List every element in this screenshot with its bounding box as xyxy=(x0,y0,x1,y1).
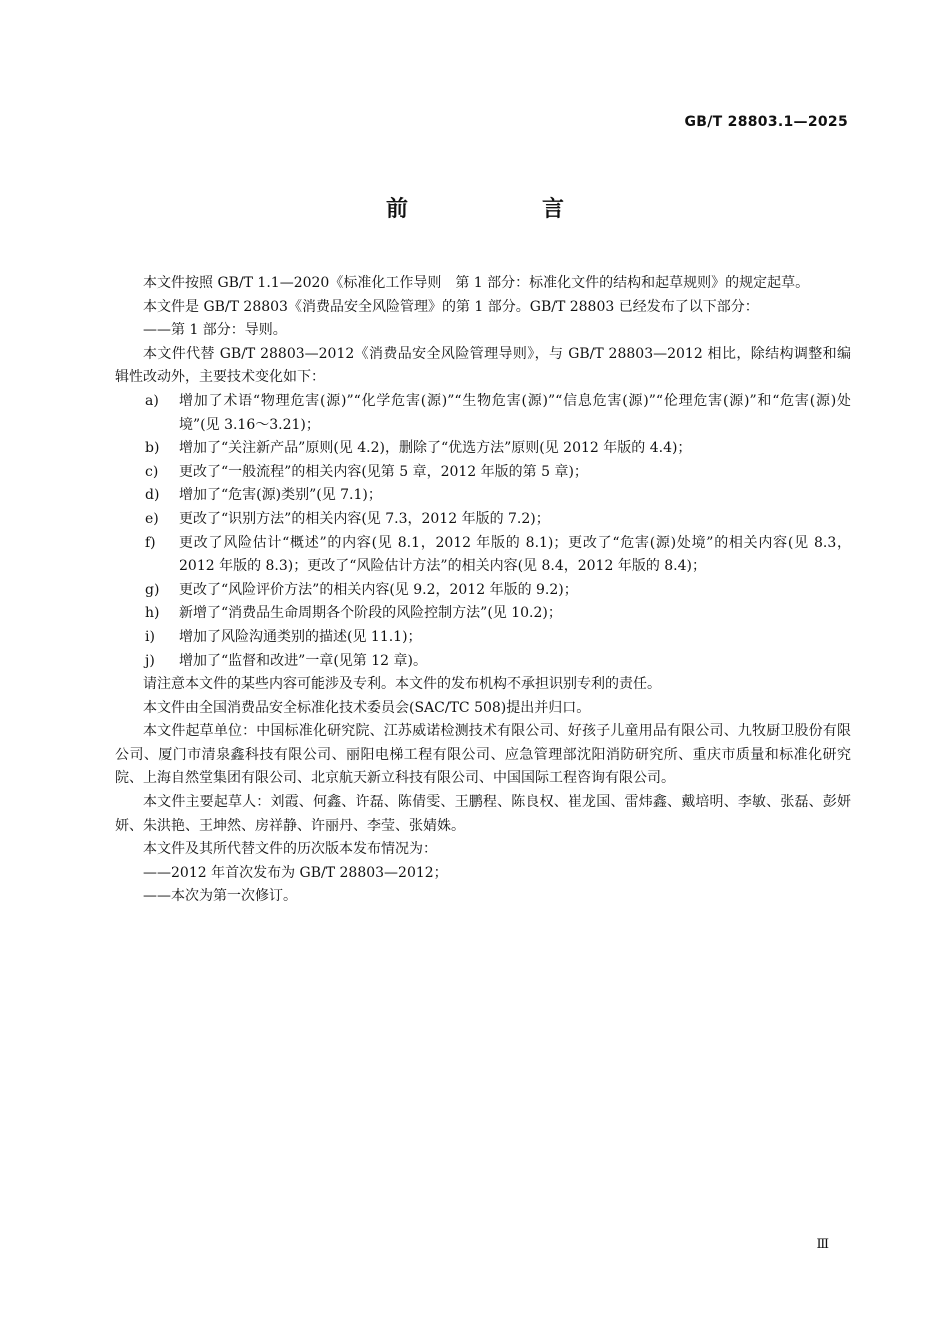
list-item xyxy=(115,626,851,650)
list-item xyxy=(115,437,851,461)
list-marker: f) xyxy=(145,534,156,551)
dash-item-history-current: ——本次为第一次修订。 xyxy=(143,888,297,905)
list-item-text: 更改了“风险评价方法”的相关内容(见 9.2，2012 年版的 9.2)； xyxy=(179,581,578,598)
list-item-text: 增加了“危害(源)类别”(见 7.1)； xyxy=(179,487,382,504)
paragraph-history: 本文件及其所代替文件的历次版本发布情况为： xyxy=(143,841,437,858)
list-item-text: 更改了“一般流程”的相关内容(见第 5 章，2012 年版的第 5 章)； xyxy=(179,463,588,480)
list-item xyxy=(115,650,851,674)
list-item xyxy=(115,484,851,508)
list-item xyxy=(115,461,851,485)
list-item-text: 新增了“消费品生命周期各个阶段的风险控制方法”(见 10.2)； xyxy=(179,605,562,622)
paragraph-drafting-units: 本文件起草单位：中国标准化研究院、江苏威诺检测技术有限公司、好孩子儿童用品有限公司、九牧厨卫股份有限公司、厦门市清泉鑫科技有限公司、丽阳电梯工程有限公司、应急管理部沈阳消防研究所、重庆市质量和标准化研究院、上海自然堂集团有限公司、北京航天新立科技有限公司、中国国际工程咨询有限公司。 xyxy=(115,723,851,787)
list-item-text: 增加了“监督和改进”一章(见第 12 章)。 xyxy=(179,652,427,669)
changes-list xyxy=(115,390,851,673)
list-marker: d) xyxy=(145,487,160,504)
list-item xyxy=(115,390,851,437)
list-item-text: 更改了“识别方法”的相关内容(见 7.3，2012 年版的 7.2)； xyxy=(179,510,550,527)
list-item xyxy=(115,579,851,603)
list-marker: a) xyxy=(145,392,159,409)
dash-item-part-1: ——第 1 部分：导则。 xyxy=(143,322,287,339)
document-code: GB/T 28803.1—2025 xyxy=(684,114,848,130)
dash-item-history-2012: ——2012 年首次发布为 GB/T 28803—2012； xyxy=(143,864,448,881)
paragraph-drafting-rules: 本文件按照 GB/T 1.1—2020《标准化工作导则 第 1 部分：标准化文件的结构和起草规则》的规定起草。 xyxy=(143,275,810,291)
list-marker: c) xyxy=(145,463,159,480)
list-item xyxy=(115,508,851,532)
list-item-text: 更改了风险估计“概述”的内容(见 8.1，2012 年版的 8.1)；更改了“危害(源)处境”的相关内容(见 8.3，2012 年版的 8.3)；更改了“风险估计方法”的相关内容(见 8.4，2012 年版的 8.4)； xyxy=(179,534,851,575)
list-marker: i) xyxy=(145,628,155,645)
list-item-text: 增加了术语“物理危害(源)”“化学危害(源)”“生物危害(源)”“信息危害(源)”“伦理危害(源)”和“危害(源)处境”(见 3.16～3.21)； xyxy=(179,392,851,433)
page-number: Ⅲ xyxy=(816,1237,829,1252)
paragraph-part-info: 本文件是 GB/T 28803《消费品安全风险管理》的第 1 部分。GB/T 28803 已经发布了以下部分： xyxy=(143,298,759,315)
list-item-text: 增加了“关注新产品”原则(见 4.2)，删除了“优选方法”原则(见 2012 年版的 4.4)； xyxy=(179,440,692,457)
page-title: 前 言 xyxy=(385,197,620,222)
list-marker: h) xyxy=(145,605,160,622)
list-marker: g) xyxy=(145,581,160,598)
paragraph-committee: 本文件由全国消费品安全标准化技术委员会(SAC/TC 508)提出并归口。 xyxy=(143,699,591,716)
list-item xyxy=(115,602,851,626)
list-marker: j) xyxy=(145,652,155,669)
foreword-body xyxy=(115,272,851,909)
list-marker: e) xyxy=(145,510,159,527)
paragraph-patent-notice: 请注意本文件的某些内容可能涉及专利。本文件的发布机构不承担识别专利的责任。 xyxy=(143,676,661,693)
list-marker: b) xyxy=(145,440,160,457)
paragraph-drafters: 本文件主要起草人：刘霞、何鑫、许磊、陈倩雯、王鹏程、陈良权、崔龙国、雷炜鑫、戴培明、李敏、张磊、彭妍妍、朱洪艳、王坤然、房祥静、许丽丹、李莹、张婧姝。 xyxy=(115,794,851,834)
paragraph-replacement: 本文件代替 GB/T 28803—2012《消费品安全风险管理导则》，与 GB/T 28803—2012 相比，除结构调整和编辑性改动外，主要技术变化如下： xyxy=(115,345,851,386)
list-item xyxy=(115,532,851,579)
list-item-text: 增加了风险沟通类别的描述(见 11.1)； xyxy=(179,628,422,645)
